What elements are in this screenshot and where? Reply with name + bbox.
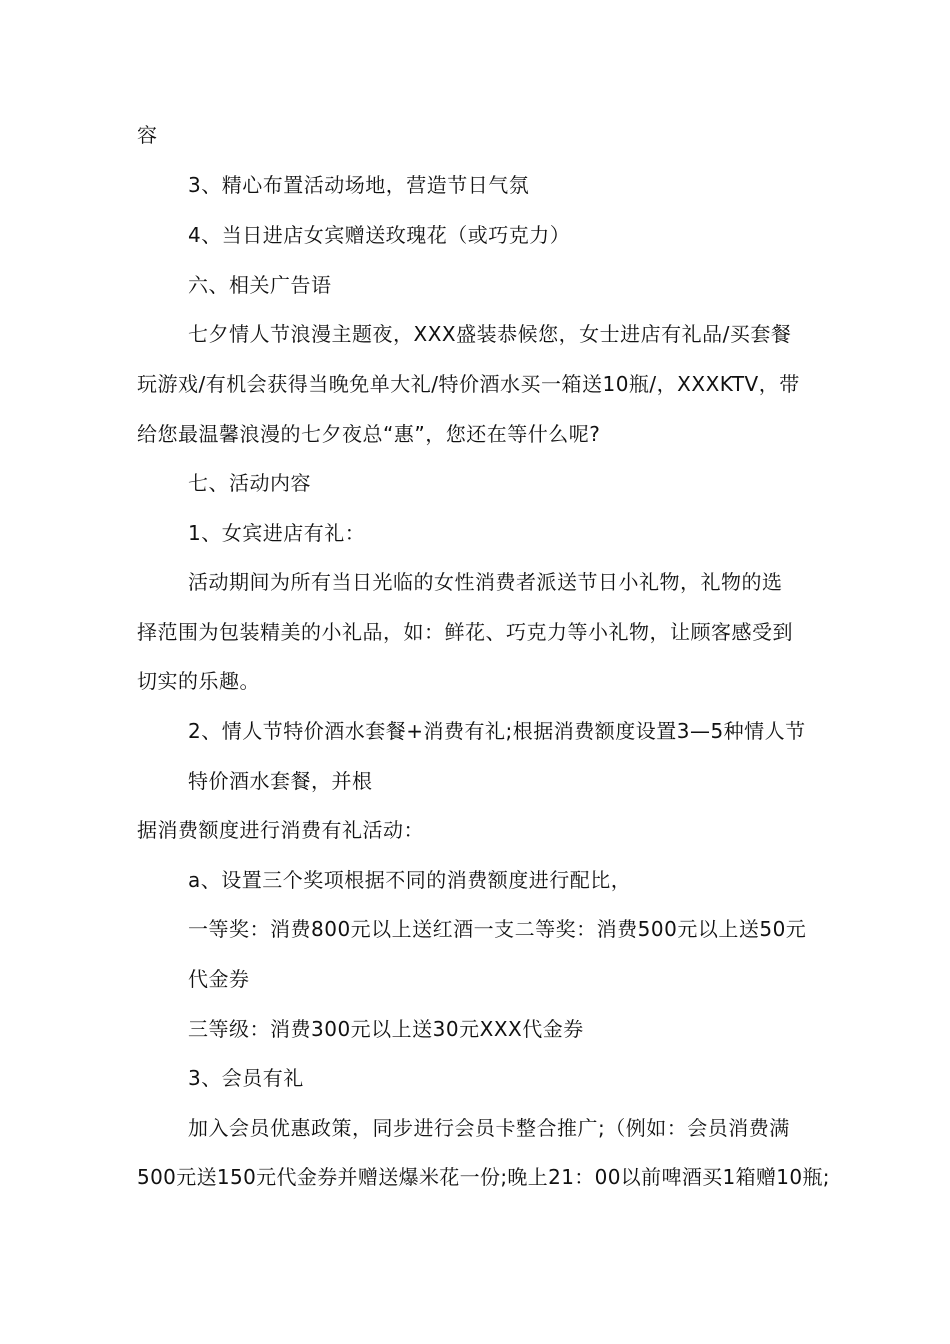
- paragraph-line: 活动期间为所有当日光临的女性消费者派送节日小礼物，礼物的选: [188, 570, 783, 594]
- text-line: 容: [137, 123, 158, 147]
- list-item-1-heading: 1、女宾进店有礼：: [188, 521, 366, 545]
- list-item-2-heading: 2、情人节特价酒水套餐+消费有礼;根据消费额度设置3—5种情人节: [188, 719, 806, 743]
- paragraph-line: 择范围为包装精美的小礼品，如：鲜花、巧克力等小礼物，让顾客感受到: [137, 620, 793, 644]
- paragraph-line: 玩游戏/有机会获得当晚免单大礼/特价酒水买一箱送10瓶/，XXXKTV，带: [137, 372, 800, 396]
- paragraph-line: 给您最温馨浪漫的七夕夜总“惠”，您还在等什么呢?: [137, 422, 601, 446]
- paragraph-line: 据消费额度进行消费有礼活动：: [137, 818, 424, 842]
- list-item-a: a、设置三个奖项根据不同的消费额度进行配比，: [188, 868, 632, 892]
- paragraph-line: 特价酒水套餐，并根: [188, 769, 373, 793]
- list-item-3-heading: 3、会员有礼: [188, 1066, 304, 1090]
- section-heading-7: 七、活动内容: [188, 471, 311, 495]
- paragraph-line: 加入会员优惠政策，同步进行会员卡整合推广;（例如：会员消费满: [188, 1116, 790, 1140]
- prize-line: 一等奖：消费800元以上送红酒一支二等奖：消费500元以上送50元: [188, 917, 807, 941]
- paragraph-line: 切实的乐趣。: [137, 669, 260, 693]
- list-item-4-roses: 4、当日进店女宾赠送玫瑰花（或巧克力）: [188, 223, 571, 247]
- section-heading-6: 六、相关广告语: [188, 273, 332, 297]
- prize-line: 三等级：消费300元以上送30元XXX代金券: [188, 1017, 584, 1041]
- paragraph-line: 500元送150元代金券并赠送爆米花一份;晚上21：00以前啤酒买1箱赠10瓶;: [137, 1165, 830, 1189]
- paragraph-line: 七夕情人节浪漫主题夜，XXX盛装恭候您，女士进店有礼品/买套餐: [188, 322, 792, 346]
- list-item-3-decor: 3、精心布置活动场地，营造节日气氛: [188, 173, 530, 197]
- prize-line: 代金券: [188, 967, 250, 991]
